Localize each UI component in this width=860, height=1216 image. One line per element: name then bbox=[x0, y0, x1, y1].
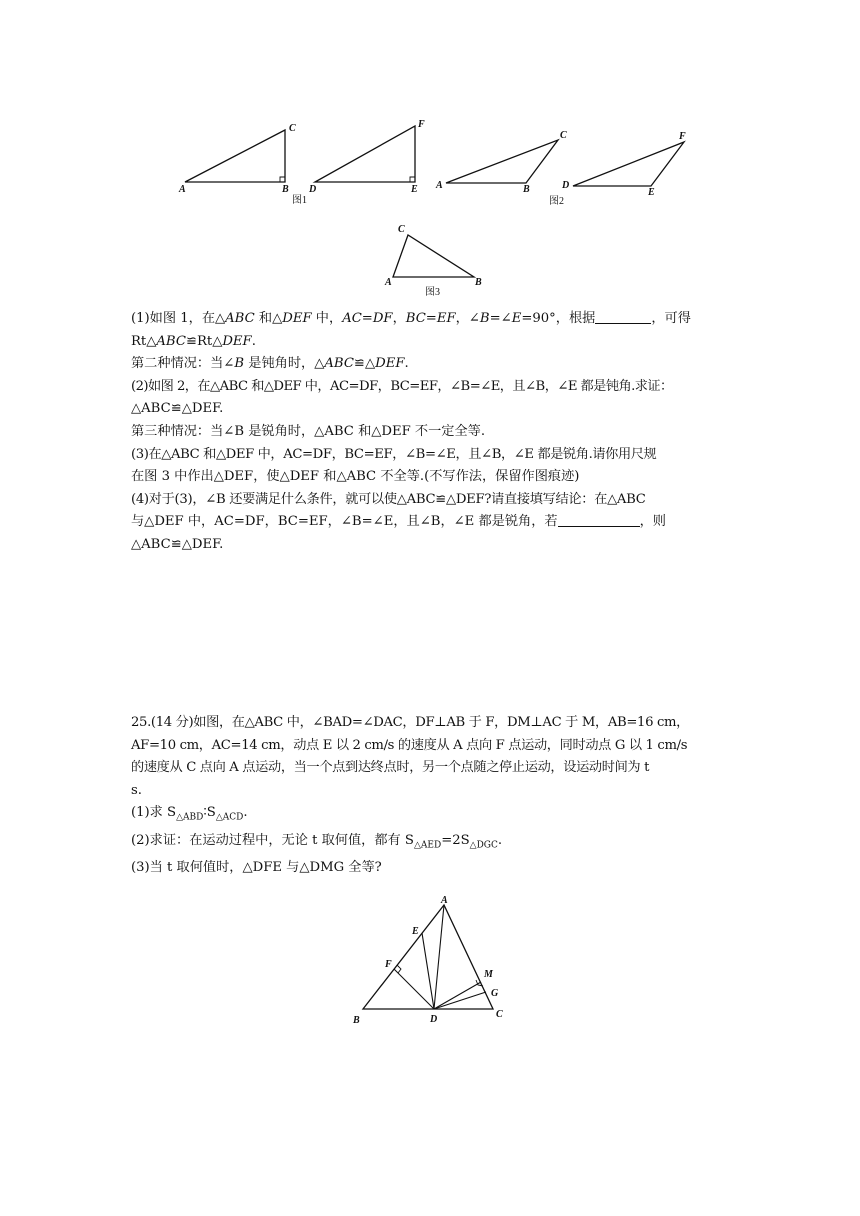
q24-part4-line1: (4)对于(3)，∠B 还要满足什么条件，就可以使△ABC≌△DEF?请直接填写结论：在△ABC bbox=[131, 491, 646, 507]
answer-blank-2[interactable] bbox=[558, 512, 640, 527]
figure-3 bbox=[380, 222, 490, 304]
question-24-text: (1)如图 1，在△ABC 和△DEF 中，AC=DF，BC=EF，∠B=∠E=90°，根据 ，可得 Rt△ABC≌Rt△DEF. 第二种情况：当∠B 是钝角时，△ABC≌△DEF. (2)如图 2，在△ABC 和△DEF 中，AC=DF，BC=EF，∠B=∠E，且∠B，∠E 都是钝角.求证： △ABC≌△DEF. 第三种情况：当∠B 是锐角时，△ABC 和△DEF 不一定全等. (3)在△ABC 和△DEF 中，AC=DF，BC=EF，∠B=∠E，且∠B，∠E 都是锐角.请你用尺规 在图 3 中作出△DEF，使△DEF 和△ABC 不全等.(不写作法，保留作图痕迹) (4)对于(3)，∠B 还要满足什么条件，就可以使△ABC≌△DEF?请直接填写结论：在△ABC 与△DEF 中，AC=DF，BC=EF，∠B=∠E，且∠B，∠E 都是锐角，若 ，则 △ABC≌△DEF. bbox=[131, 308, 731, 557]
fig1-label-B: B bbox=[282, 184, 289, 195]
fig2-label-E: E bbox=[648, 187, 655, 198]
q25-line1: 25.(14 分)如图，在△ABC 中，∠BAD=∠DAC，DF⊥AB 于 F，DM⊥AC 于 M，AB=16 cm， bbox=[131, 715, 690, 730]
q24-part1: (1)如图 1，在△ABC 和△DEF 中，AC=DF，BC=EF，∠B=∠E=90°，根据 ，可得 bbox=[131, 311, 691, 326]
figure-q25 bbox=[350, 892, 520, 1036]
question-25-text bbox=[131, 712, 731, 879]
q24-part2-line2: △ABC≌△DEF. bbox=[131, 401, 224, 417]
fig1-label-F: F bbox=[418, 119, 425, 130]
q25-line4: s. bbox=[131, 782, 142, 798]
fig1-caption: 图1 bbox=[292, 195, 307, 206]
fig1-label-A: A bbox=[179, 184, 186, 195]
q25-part3: (3)当 t 取何值时，△DFE 与△DMG 全等? bbox=[131, 859, 382, 875]
answer-blank-1[interactable] bbox=[595, 309, 651, 324]
fig2-caption: 图2 bbox=[549, 196, 564, 207]
q24-part2-line1: (2)如图 2，在△ABC 和△DEF 中，AC=DF，BC=EF，∠B=∠E，且∠B，∠E 都是钝角.求证： bbox=[131, 378, 673, 394]
q25-part1: (1)求 $S_{\triangle ABD}∶S_{\triangle ACD}$. bbox=[131, 805, 248, 824]
q24-part4-line2: 与△DEF 中，AC=DF，BC=EF，∠B=∠E，且∠B，∠E 都是锐角，若 ，则 bbox=[131, 514, 666, 530]
q25-label-F: F bbox=[385, 959, 392, 970]
q25-label-D: D bbox=[430, 1014, 438, 1025]
q24-part3-line2: 在图 3 中作出△DEF，使△DEF 和△ABC 不全等.(不写作法，保留作图痕迹) bbox=[131, 469, 580, 485]
q25-label-E: E bbox=[412, 926, 419, 937]
fig2-label-F: F bbox=[679, 131, 686, 142]
q25-label-B: B bbox=[353, 1015, 360, 1026]
q25-label-M: M bbox=[484, 969, 493, 980]
q25-line2: AF=10 cm，AC=14 cm，动点 E 以 2 cm/s 的速度从 A 点向 F 点运动，同时动点 G 以 1 cm/s bbox=[131, 737, 688, 753]
fig2-label-D: D bbox=[562, 180, 570, 191]
q24-case3: 第三种情况：当∠B 是锐角时，△ABC 和△DEF 不一定全等. bbox=[131, 423, 486, 439]
fig1-label-D: D bbox=[309, 184, 317, 195]
q24-part4-line3: △ABC≌△DEF. bbox=[131, 536, 224, 552]
figure-2 bbox=[430, 128, 690, 212]
q24-case2: 第二种情况：当∠B 是钝角时，△ABC≌△DEF. bbox=[131, 356, 409, 372]
figure-1 bbox=[175, 118, 425, 212]
q25-label-A: A bbox=[441, 895, 448, 906]
fig1-label-C: C bbox=[289, 123, 296, 134]
q24-part3-line1: (3)在△ABC 和△DEF 中，AC=DF，BC=EF，∠B=∠E，且∠B，∠E 都是锐角.请你用尺规 bbox=[131, 446, 657, 462]
fig1-label-E: E bbox=[411, 184, 418, 195]
q25-label-G: G bbox=[491, 988, 499, 999]
q25-line3: 的速度从 C 点向 A 点运动，当一个点到达终点时，另一个点随之停止运动，设运动时间为 t bbox=[131, 760, 650, 776]
fig3-label-A: A bbox=[385, 277, 392, 288]
fig2-label-C: C bbox=[560, 130, 567, 141]
q25-part2: (2)求证：在运动过程中，无论 t 取何值，都有 $S_{\triangle AED}=2S_{\triangle DGC}$. bbox=[131, 832, 503, 851]
fig3-label-C: C bbox=[398, 224, 405, 235]
fig3-label-B: B bbox=[475, 277, 482, 288]
fig2-label-A: A bbox=[436, 180, 443, 191]
fig2-label-B: B bbox=[523, 184, 530, 195]
fig3-caption: 图3 bbox=[425, 287, 440, 298]
q25-label-C: C bbox=[496, 1009, 503, 1020]
